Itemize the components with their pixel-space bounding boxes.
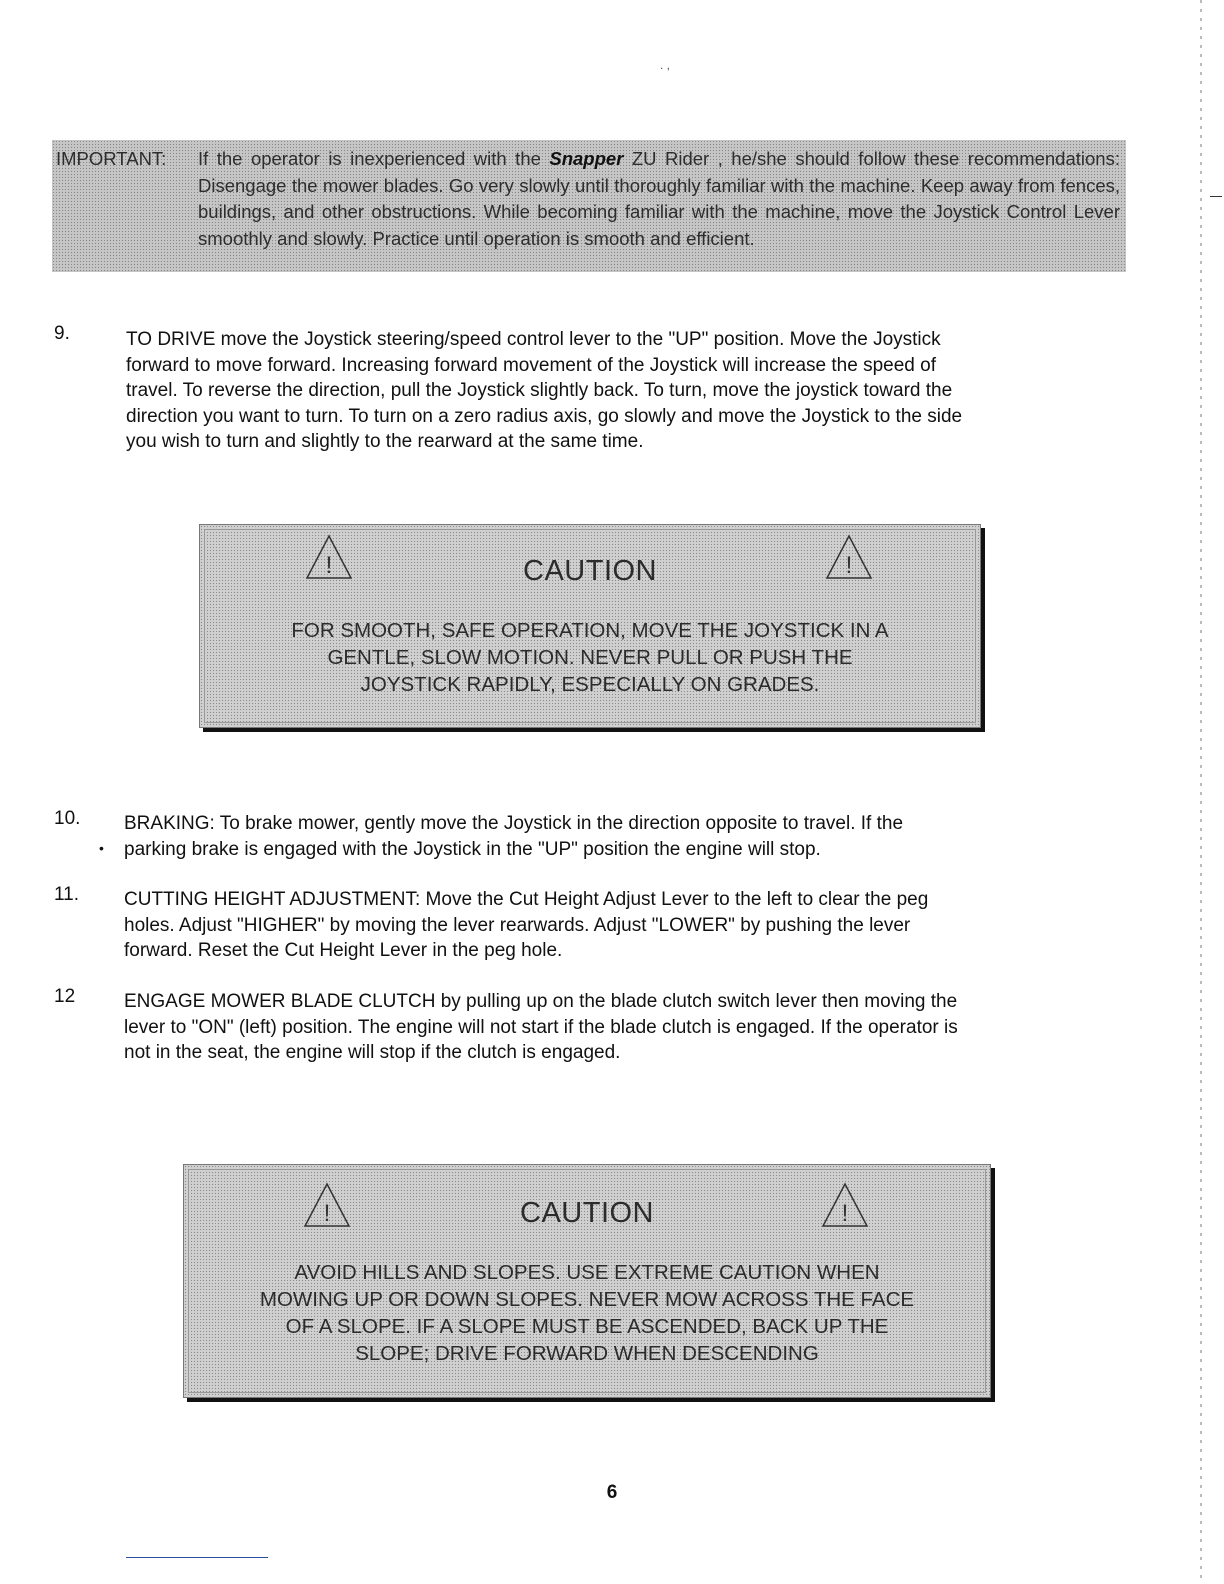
text-line: not in the seat, the engine will stop if the clutch is engaged. bbox=[124, 1042, 621, 1063]
caution-line: SLOPE; DRIVE FORWARD WHEN DESCENDING bbox=[355, 1342, 819, 1365]
text-line: holes. Adjust "HIGHER" by moving the lever rearwards. Adjust "LOWER" by pushing the lever bbox=[124, 914, 911, 936]
text-line: parking brake is engaged with the Joystick in the "UP" position the engine will stop. bbox=[124, 838, 821, 860]
text-line: CUTTING HEIGHT ADJUSTMENT: Move the Cut Height Adjust Lever to the left to clear the peg bbox=[124, 889, 929, 910]
text-line: forward. Reset the Cut Height Lever in the peg hole. bbox=[124, 940, 563, 961]
text-line: lever to "ON" (left) position. The engine will not start if the blade clutch is engaged. If the operator is bbox=[124, 1016, 958, 1038]
page-number: 6 bbox=[606, 1482, 618, 1503]
svg-text:!: ! bbox=[323, 1200, 331, 1227]
caution-line: MOWING UP OR DOWN SLOPES. NEVER MOW ACROSS THE FACE bbox=[259, 1288, 915, 1311]
text-line: you wish to turn and slightly to the rearward at the same time. bbox=[126, 431, 644, 452]
caution-line: OF A SLOPE. IF A SLOPE MUST BE ASCENDED, BACK UP THE bbox=[285, 1315, 889, 1338]
caution-line: GENTLE, SLOW MOTION. NEVER PULL OR PUSH THE bbox=[327, 646, 853, 669]
step-number: 12 bbox=[54, 986, 76, 1007]
footnote-rule bbox=[126, 1557, 268, 1558]
important-notice bbox=[52, 140, 1126, 272]
caution-box bbox=[183, 1164, 991, 1398]
warning-triangle-icon bbox=[820, 1181, 870, 1229]
caution-line: AVOID HILLS AND SLOPES. USE EXTREME CAUTION WHEN bbox=[294, 1261, 880, 1284]
svg-text:!: ! bbox=[841, 1200, 849, 1227]
important-text-part: If the operator is inexperienced with the bbox=[198, 148, 550, 169]
warning-triangle-icon bbox=[824, 533, 874, 581]
step-number: 11. bbox=[54, 884, 80, 905]
step-9-text bbox=[126, 327, 962, 455]
caution-body bbox=[200, 617, 980, 698]
caution-box bbox=[199, 524, 981, 728]
text-line: direction you want to turn. To turn on a zero radius axis, go slowly and move the Joystick to the side bbox=[126, 405, 963, 427]
step-number: 10. bbox=[54, 808, 81, 829]
scan-edge-tick bbox=[1210, 196, 1222, 197]
svg-text:!: ! bbox=[325, 552, 333, 579]
text-line: BRAKING: To brake mower, gently move the Joystick in the direction opposite to travel. If the bbox=[124, 813, 904, 834]
step-10-text bbox=[124, 811, 903, 862]
scan-edge-artifact bbox=[1200, 0, 1202, 1584]
text-line: forward to move forward. Increasing forward movement of the Joystick will increase the speed of bbox=[126, 354, 936, 376]
caution-line: JOYSTICK RAPIDLY, ESPECIALLY ON GRADES. bbox=[360, 673, 820, 696]
important-label: IMPORTANT: bbox=[56, 148, 167, 169]
caution-body bbox=[184, 1259, 990, 1367]
step-11-text bbox=[124, 887, 928, 964]
svg-text:!: ! bbox=[845, 552, 853, 579]
step-12-text bbox=[124, 989, 958, 1066]
scan-speck: . , bbox=[660, 58, 671, 72]
text-line: ENGAGE MOWER BLADE CLUTCH by pulling up on the blade clutch switch lever then moving the bbox=[124, 991, 958, 1012]
step-number: 9. bbox=[54, 323, 70, 344]
important-text bbox=[198, 146, 1120, 252]
caution-title: CAUTION bbox=[520, 1197, 654, 1229]
brand-name: Snapper bbox=[549, 148, 624, 169]
scan-speck: • bbox=[99, 840, 104, 856]
caution-line: FOR SMOOTH, SAFE OPERATION, MOVE THE JOYSTICK IN A bbox=[291, 619, 889, 642]
caution-title: CAUTION bbox=[523, 555, 657, 587]
text-line: travel. To reverse the direction, pull the Joystick slightly back. To turn, move the joystick toward the bbox=[126, 380, 953, 401]
important-text-part: ZU Rider , he/she should follow these recommendations: Disengage the mower blades. Go very slowly until thoroughly familiar with the machine. Keep away from fences, buildings, and other obstructions. While becoming familiar with the machine, move the Joystick Control Lever smoothly and slowly. Practice until operation is smooth and efficient. bbox=[198, 148, 1120, 249]
text-line: TO DRIVE move the Joystick steering/speed control lever to the "UP" position. Move the Joystick bbox=[126, 329, 941, 350]
